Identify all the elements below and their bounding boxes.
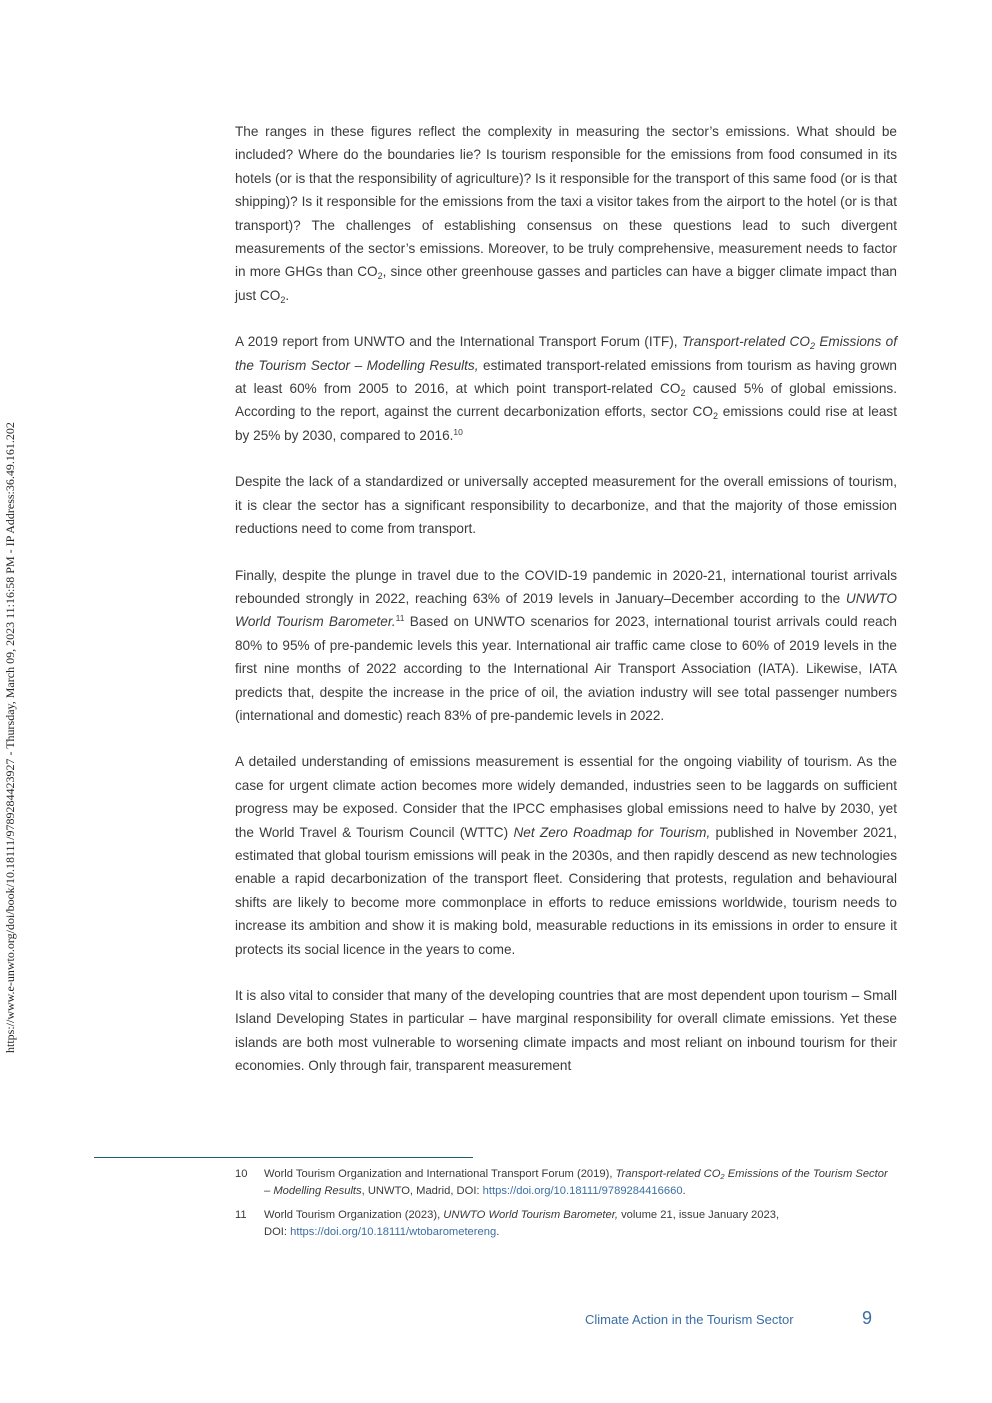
barometer-title: UNWTO World Tourism Barometer. [235, 590, 897, 630]
paragraph-3: Despite the lack of a standardized or universally accepted measurement for the overall emissions of tourism, it is clear the sector has a significant responsibility to decarbonize, and that the majority of those emission reductions need to come from transport. [235, 474, 897, 537]
download-watermark: https://www.e-unwto.org/doi/book/10.18111/9789284423927 - Thursday, March 09, 2023 11:16:58 PM - IP Address:36.49.161.202 [3, 422, 17, 1053]
roadmap-title: Net Zero Roadmap for Tourism, [513, 824, 711, 840]
footer-title: Climate Action in the Tourism Sector [585, 1312, 794, 1327]
paragraph-5: A detailed understanding of emissions measurement is essential for the ongoing viability of tourism. As the case for urgent climate action becomes more widely demanded, industries seen to be laggards on sufficient progress may be exposed. Consider that the IPCC emphasises global emissions need to halve by 2030, yet the World Travel & Tourism Council (WTTC) Net Zero Roadmap for Tourism, published in November 2021, estimated that global tourism emissions will peak in the 2030s, and then rapidly descend as new technologies enable a rapid decarbonization of the transport fleet. Considering that protests, regulation and behavioural shifts are likely to become more commonplace in efforts to reduce emissions worldwide, tourism needs to increase its ambition and show it is making bold, measurable reductions in its emissions in order to ensure it protects its social licence in the years to come. [235, 754, 898, 957]
footnote-number: 10 [235, 1168, 248, 1180]
footnote-number: 11 [235, 1209, 247, 1221]
footnote-divider [94, 1157, 473, 1158]
footnote-text: World Tourism Organization (2023), UNWTO World Tourism Barometer, volume 21, issue January 2023, DOI: https://doi.org/10.18111/wtobarometereng. [264, 1209, 780, 1238]
paragraph-4: Finally, despite the plunge in travel due to the COVID-19 pandemic in 2020-21, international tourist arrivals rebounded strongly in 2022, reaching 63% of 2019 levels in January–December according to the UNWTO World Tourism Barometer.$^{11}$ Based on UNWTO scenarios for 2023, international tourist arrivals could reach 80% to 95% of pre-pandemic levels this year. International air traffic came close to 60% of 2019 levels in the first nine months of 2022 according to the International Air Transport Association (IATA). Likewise, IATA predicts that, despite the increase in the price of oil, the aviation industry will see total passenger numbers (international and domestic) reach 83% of pre-pandemic levels in 2022. [235, 567, 897, 723]
doi-link-10[interactable]: https://doi.org/10.18111/9789284416660 [482, 1185, 683, 1197]
doi-link-11[interactable]: https://doi.org/10.18111/wtobarometereng [290, 1226, 497, 1238]
footnote-ref-11[interactable]: 11 [395, 613, 405, 624]
footnote-ref-10[interactable]: 10 [453, 426, 463, 437]
paragraph-1: The ranges in these figures reflect the complexity in measuring the sector’s emissions. What should be included? Where do the boundaries lie? Is tourism responsible for the emissions from food consumed in its hotels (or is that the responsibility of agriculture)? Is it responsible for the transport of this same food (or is that shipping)? Is it responsible for the emissions from the taxi a visitor takes from the airport to the hotel (or is that transport)? The challenges of establishing consensus on these questions lead to such divergent measurements of the sector’s emissions. Moreover, to be truly comprehensive, measurement needs to factor in more GHGs than $CO_2$, since other greenhouse gasses and particles can have a bigger climate impact than just $CO_2$. [235, 124, 897, 305]
paragraph-2: A 2019 report from UNWTO and the International Transport Forum (ITF), Transport-related $CO_2$ Emissions of the Tourism Sector – Modelling Results, estimated transport-related emissions from tourism as having grown at least 60% from 2005 to 2016, at which point transport-related $CO_2$ caused 5% of global emissions. According to the report, against the current decarbonization efforts, sector $CO_2$ emissions could rise at least by 25% by 2030, compared to 2016.10 [235, 334, 898, 443]
page-number: 9 [862, 1308, 873, 1328]
footnotes [235, 1166, 897, 1248]
footnote-11 [235, 1207, 897, 1241]
footnote-text: World Tourism Organization and International Transport Forum (2019), Transport-related $CO_2$ Emissions of the Tourism Sector – Modelling Results, UNWTO, Madrid, DOI: https://doi.org/10.18111/9789284416660. [264, 1168, 888, 1197]
paragraph-6: It is also vital to consider that many of the developing countries that are most dependent upon tourism – Small Island Developing States in particular – have marginal responsibility for overall climate emissions. Yet these islands are both most vulnerable to worsening climate impacts and most reliant on inbound tourism for their economies. Only through fair, transparent measurement [235, 988, 897, 1074]
body-text [235, 120, 897, 1101]
report-title: Transport-related $CO_2$ Emissions of the Tourism Sector – Modelling Results, [235, 334, 898, 373]
footnote-10 [235, 1166, 897, 1200]
